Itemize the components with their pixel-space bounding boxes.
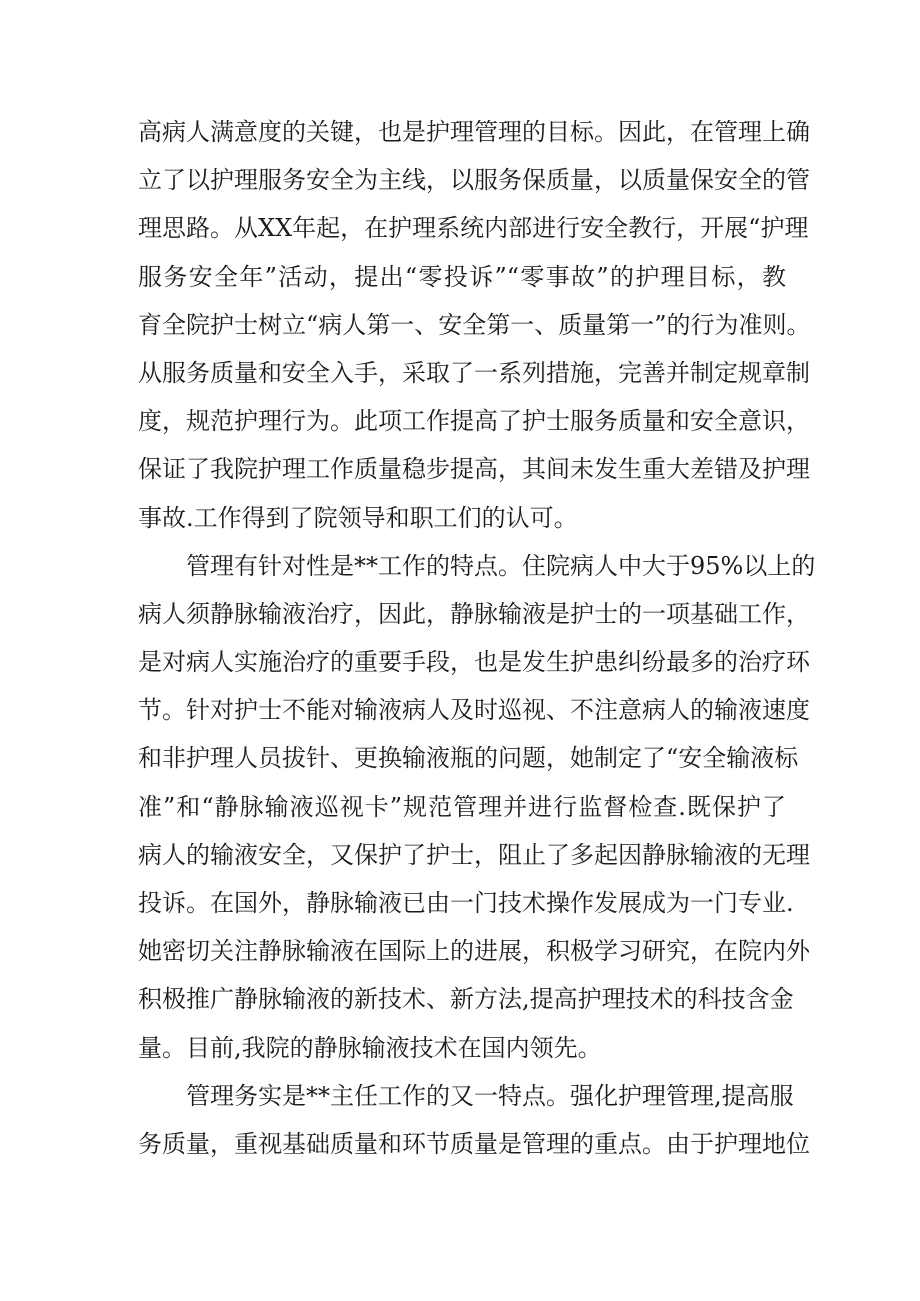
text-line: 管理务实是**主任工作的又一特点。强化护理管理,提高服 <box>186 1081 794 1110</box>
text-line: 理思路。从XX年起，在护理系统内部进行安全教行，开展“护理 <box>138 214 809 243</box>
text-line: 育全院护士树立“病人第一、安全第一、质量第一”的行为准则。 <box>138 310 811 339</box>
document-body <box>138 108 816 1168</box>
text-line: 事故.工作得到了院领导和职工们的认可。 <box>138 503 578 532</box>
text-line: 度，规范护理行为。此项工作提高了护士服务质量和安全意识， <box>138 407 810 436</box>
text-line: 高病人满意度的关键，也是护理管理的目标。因此，在管理上确 <box>138 118 810 146</box>
text-line: 立了以护理服务安全为主线，以服务保质量，以质量保安全的管 <box>138 166 810 195</box>
text-line: 积极推广静脉输液的新技术、新方法,提高护理技术的科技含金 <box>138 985 794 1014</box>
text-line: 从服务质量和安全入手，采取了一系列措施，完善并制定规章制 <box>138 358 810 387</box>
paragraph-3 <box>138 1072 810 1168</box>
text-line: 量。目前,我院的静脉输液技术在国内领先。 <box>138 1033 602 1062</box>
text-line: 准”和“静脉输液巡视卡”规范管理并进行监督检查.既保护了 <box>138 792 786 821</box>
text-line: 投诉。在国外，静脉输液已由一门技术操作发展成为一门专业. <box>138 889 794 917</box>
paragraph-1 <box>138 108 811 542</box>
paragraph-2 <box>138 542 816 1072</box>
text-line: 和非护理人员拔针、更换输液瓶的问题，她制定了“安全输液标 <box>138 744 799 773</box>
text-line: 服务安全年”活动，提出“零投诉”“零事故”的护理目标，教 <box>138 262 786 291</box>
text-line: 保证了我院护理工作质量稳步提高，其间未发生重大差错及护理 <box>138 455 810 484</box>
text-line: 病人须静脉输液治疗，因此，静脉输液是护士的一项基础工作， <box>138 599 810 628</box>
text-line: 是对病人实施治疗的重要手段，也是发生护患纠纷最多的治疗环 <box>138 648 810 677</box>
text-line: 节。针对护士不能对输液病人及时巡视、不注意病人的输液速度 <box>138 696 810 725</box>
text-line: 她密切关注静脉输液在国际上的进展，积极学习研究，在院内外 <box>138 937 810 966</box>
text-line: 病人的输液安全，又保护了护士，阻止了多起因静脉输液的无理 <box>138 840 810 869</box>
text-line: 务质量，重视基础质量和环节质量是管理的重点。由于护理地位 <box>138 1129 810 1158</box>
text-line: 管理有针对性是**工作的特点。住院病人中大于95%以上的 <box>186 551 816 580</box>
